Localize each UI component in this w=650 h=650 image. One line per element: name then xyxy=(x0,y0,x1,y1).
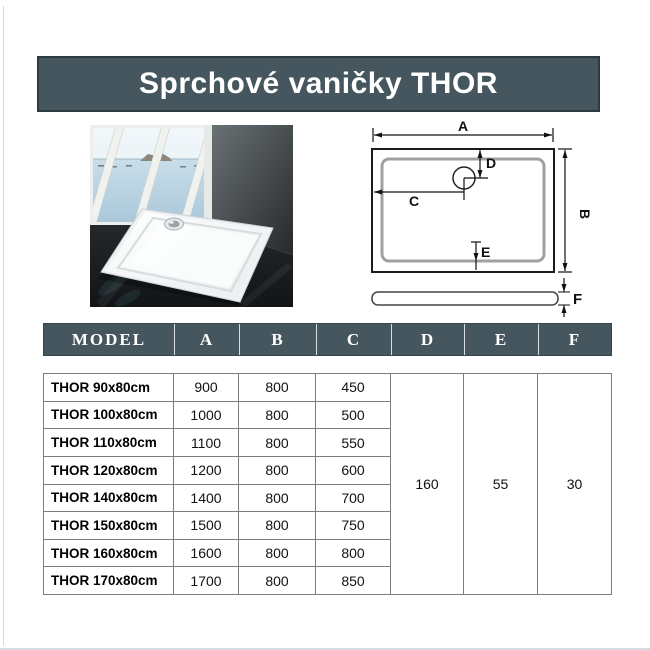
dim-label-b: B xyxy=(577,208,593,220)
cell-b: 800 xyxy=(239,539,316,567)
cell-c: 700 xyxy=(316,484,391,512)
dimension-diagram xyxy=(352,118,602,318)
product-photo xyxy=(90,125,293,307)
merged-cell-d: 160 xyxy=(391,374,464,595)
dim-label-f: F xyxy=(573,291,583,308)
merged-cell-e: 55 xyxy=(464,374,538,595)
cell-b: 800 xyxy=(239,401,316,429)
cell-c: 750 xyxy=(316,512,391,540)
cell-b: 800 xyxy=(239,429,316,457)
model-cell: THOR 140x80cm xyxy=(44,484,174,512)
cell-a: 1200 xyxy=(174,456,239,484)
dim-B xyxy=(558,149,572,272)
col-header-b: B xyxy=(239,324,316,355)
cell-a: 1600 xyxy=(174,539,239,567)
cell-a: 1500 xyxy=(174,512,239,540)
title-banner xyxy=(37,56,600,112)
cell-b: 800 xyxy=(239,456,316,484)
cell-c: 800 xyxy=(316,539,391,567)
col-header-model: MODEL xyxy=(71,329,147,349)
table-row xyxy=(44,374,612,402)
col-header-c: C xyxy=(316,324,391,355)
col-header-e: E xyxy=(464,324,538,355)
cell-c: 500 xyxy=(316,401,391,429)
model-cell: THOR 90x80cm xyxy=(44,374,174,402)
model-cell: THOR 160x80cm xyxy=(44,539,174,567)
spec-table xyxy=(43,373,612,595)
cell-c: 550 xyxy=(316,429,391,457)
dimension-drawing xyxy=(352,118,602,318)
drain xyxy=(165,218,184,230)
shower-tray-render xyxy=(90,125,293,307)
cell-a: 1000 xyxy=(174,401,239,429)
cell-a: 900 xyxy=(174,374,239,402)
col-header-a: A xyxy=(174,324,239,355)
cell-b: 800 xyxy=(239,484,316,512)
cell-b: 800 xyxy=(239,567,316,595)
model-cell: THOR 150x80cm xyxy=(44,512,174,540)
dim-label-c: C xyxy=(408,193,420,209)
merged-cell-f: 30 xyxy=(538,374,612,595)
model-cell: THOR 110x80cm xyxy=(44,429,174,457)
model-cell: THOR 170x80cm xyxy=(44,567,174,595)
cell-c: 600 xyxy=(316,456,391,484)
spec-table-header xyxy=(43,323,612,356)
cell-b: 800 xyxy=(239,512,316,540)
cell-a: 1700 xyxy=(174,567,239,595)
cell-c: 450 xyxy=(316,374,391,402)
cell-c: 850 xyxy=(316,567,391,595)
col-header-f: F xyxy=(538,324,611,355)
tray-side-view xyxy=(372,292,558,305)
dim-label-a: A xyxy=(457,118,469,134)
cell-a: 1100 xyxy=(174,429,239,457)
col-header-d: D xyxy=(391,324,464,355)
cell-a: 1400 xyxy=(174,484,239,512)
dim-label-d: D xyxy=(485,155,497,171)
page-left-rule xyxy=(3,6,4,646)
model-cell: THOR 100x80cm xyxy=(44,401,174,429)
spec-table-body xyxy=(44,374,612,595)
model-cell: THOR 120x80cm xyxy=(44,456,174,484)
cell-b: 800 xyxy=(239,374,316,402)
dim-label-e: E xyxy=(481,244,491,260)
page-title: Sprchové vaničky THOR xyxy=(139,67,498,100)
